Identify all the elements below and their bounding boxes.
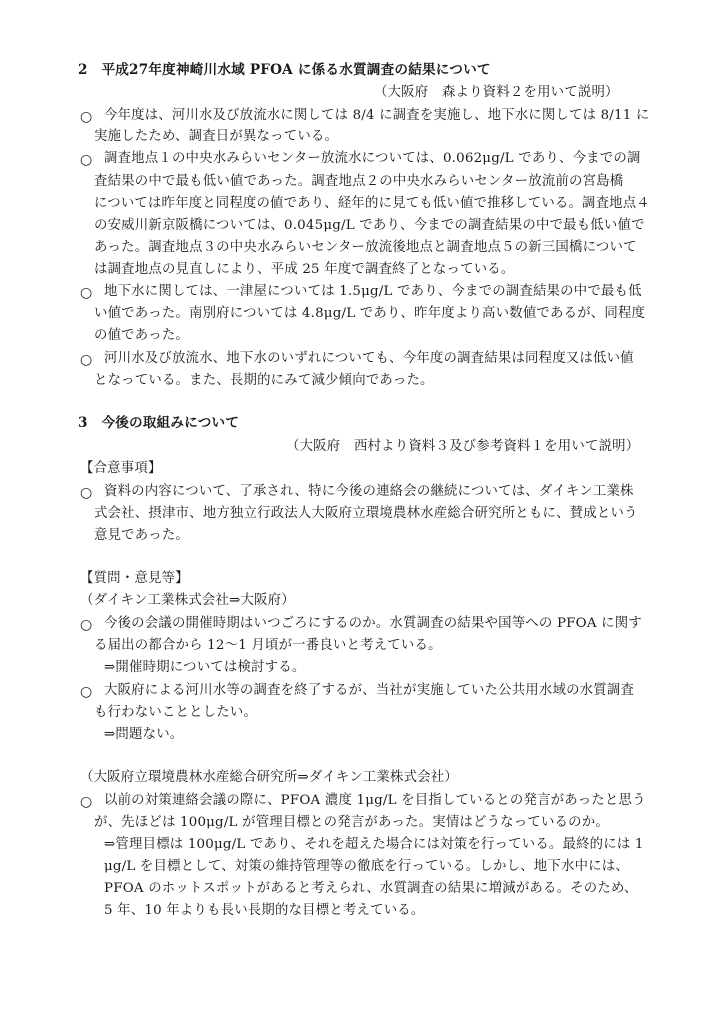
s2-item2-line2: 査結果の中で最も低い値であった。調査地点２の中央水みらいセンター放流前の宮島橋 bbox=[94, 174, 624, 189]
section3-presenter: （大阪府 西村より資料３及び参考資料１を用いて説明） bbox=[286, 439, 640, 454]
agreement-line3: 意見であった。 bbox=[94, 528, 189, 543]
group1-label: （ダイキン工業株式会社⇒大阪府） bbox=[80, 593, 295, 608]
agreement-label: 【合意事項】 bbox=[80, 461, 162, 476]
g2-answer-line3: PFOA のホットスポットがあると考えられ、水質調査の結果に増減がある。そのため、 bbox=[104, 881, 638, 896]
bullet-icon: ○ bbox=[80, 684, 93, 700]
bullet-icon: ○ bbox=[80, 152, 93, 168]
bullet-icon: ○ bbox=[80, 352, 93, 368]
agreement-line2: 式会社、摂津市、地方独立行政法人大阪府立環境農林水産総合研究所ともに、賛成という bbox=[94, 506, 638, 521]
s2-item3-line3: の値であった。 bbox=[94, 328, 189, 343]
g2-answer-line4: 5 年、10 年よりも長い長期的な目標と考えている。 bbox=[104, 903, 425, 918]
bullet-icon: ○ bbox=[80, 794, 93, 810]
qa-label: 【質問・意見等】 bbox=[80, 571, 189, 586]
bullet-icon: ○ bbox=[80, 285, 93, 301]
g2-answer-line1: ⇒管理目標は 100μg/L であり、それを超えた場合には対策を行っている。最終的には 1 bbox=[104, 837, 644, 852]
s2-item2-line5: あった。調査地点３の中央水みらいセンター放流後地点と調査地点５の新三国橋について bbox=[94, 240, 637, 255]
s2-item1-line1: 今年度は、河川水及び放流水に関しては 8/4 に調査を実施し、地下水に関しては 8/11 に bbox=[104, 108, 650, 123]
s2-item2-line6: は調査地点の見直しにより、平成 25 年度で調査終了となっている。 bbox=[94, 262, 515, 277]
s2-item1-line2: 実施したため、調査日が異なっている。 bbox=[94, 129, 339, 144]
s2-item4-line2: となっている。また、長期的にみて減少傾向であった。 bbox=[94, 373, 434, 388]
g1-item2-answer: ⇒問題ない。 bbox=[104, 727, 184, 742]
bullet-icon: ○ bbox=[80, 617, 93, 633]
g2-answer-line2: μg/L を目標として、対策の維持管理等の徹底を行っている。しかし、地下水中には、 bbox=[104, 859, 629, 874]
s2-item3-line1: 地下水に関しては、一津屋については 1.5μg/L であり、今までの調査結果の中で最も低 bbox=[104, 284, 642, 299]
s2-item2-line3: については昨年度と同程度の値であり、経年的に見ても低い値で推移している。調査地点４ bbox=[94, 196, 650, 211]
bullet-icon: ○ bbox=[80, 485, 93, 501]
s2-item2-line4: の安威川新京阪橋については、0.045μg/L であり、今までの調査結果の中で最も低い値で bbox=[94, 218, 645, 233]
s2-item3-line2: い値であった。南別府については 4.8μg/L であり、昨年度より高い数値であるが、同程度 bbox=[94, 306, 646, 321]
g2-item-line1: 以前の対策連絡会議の際に、PFOA 濃度 1μg/L を目指しているとの発言があったと思う bbox=[104, 793, 646, 808]
bullet-icon: ○ bbox=[80, 109, 93, 125]
agreement-line1: 資料の内容について、了承され、特に今後の連絡会の継続については、ダイキン工業株 bbox=[104, 484, 634, 499]
group2-label: （大阪府立環境農林水産総合研究所⇒ダイキン工業株式会社） bbox=[80, 770, 458, 785]
section2-presenter: （大阪府 森より資料２を用いて説明） bbox=[374, 85, 619, 100]
g2-item-line2: が、先ほどは 100μg/L が管理目標との発言があった。実情はどうなっているのか。 bbox=[94, 815, 609, 830]
g1-item2-line2: も行わないこととしたい。 bbox=[94, 705, 258, 720]
s2-item2-line1: 調査地点１の中央水みらいセンター放流水については、0.062μg/L であり、今までの調 bbox=[104, 151, 641, 166]
g1-item1-line1: 今後の会議の開催時期はいつごろにするのか。水質調査の結果や国等への PFOA に関す bbox=[104, 616, 642, 631]
s2-item4-line1: 河川水及び放流水、地下水のいずれについても、今年度の調査結果は同程度又は低い値 bbox=[104, 351, 634, 366]
g1-item1-answer: ⇒開催時期については検討する。 bbox=[104, 660, 306, 675]
section2-heading: 2 平成27年度神崎川水域 PFOA に係る水質調査の結果について bbox=[78, 62, 491, 78]
g1-item1-line2: る届出の都合から 12～1 月頃が一番良いと考えている。 bbox=[94, 638, 442, 653]
section3-heading: 3 今後の取組みについて bbox=[78, 415, 240, 431]
g1-item2-line1: 大阪府による河川水等の調査を終了するが、当社が実施していた公共用水域の水質調査 bbox=[104, 683, 635, 698]
